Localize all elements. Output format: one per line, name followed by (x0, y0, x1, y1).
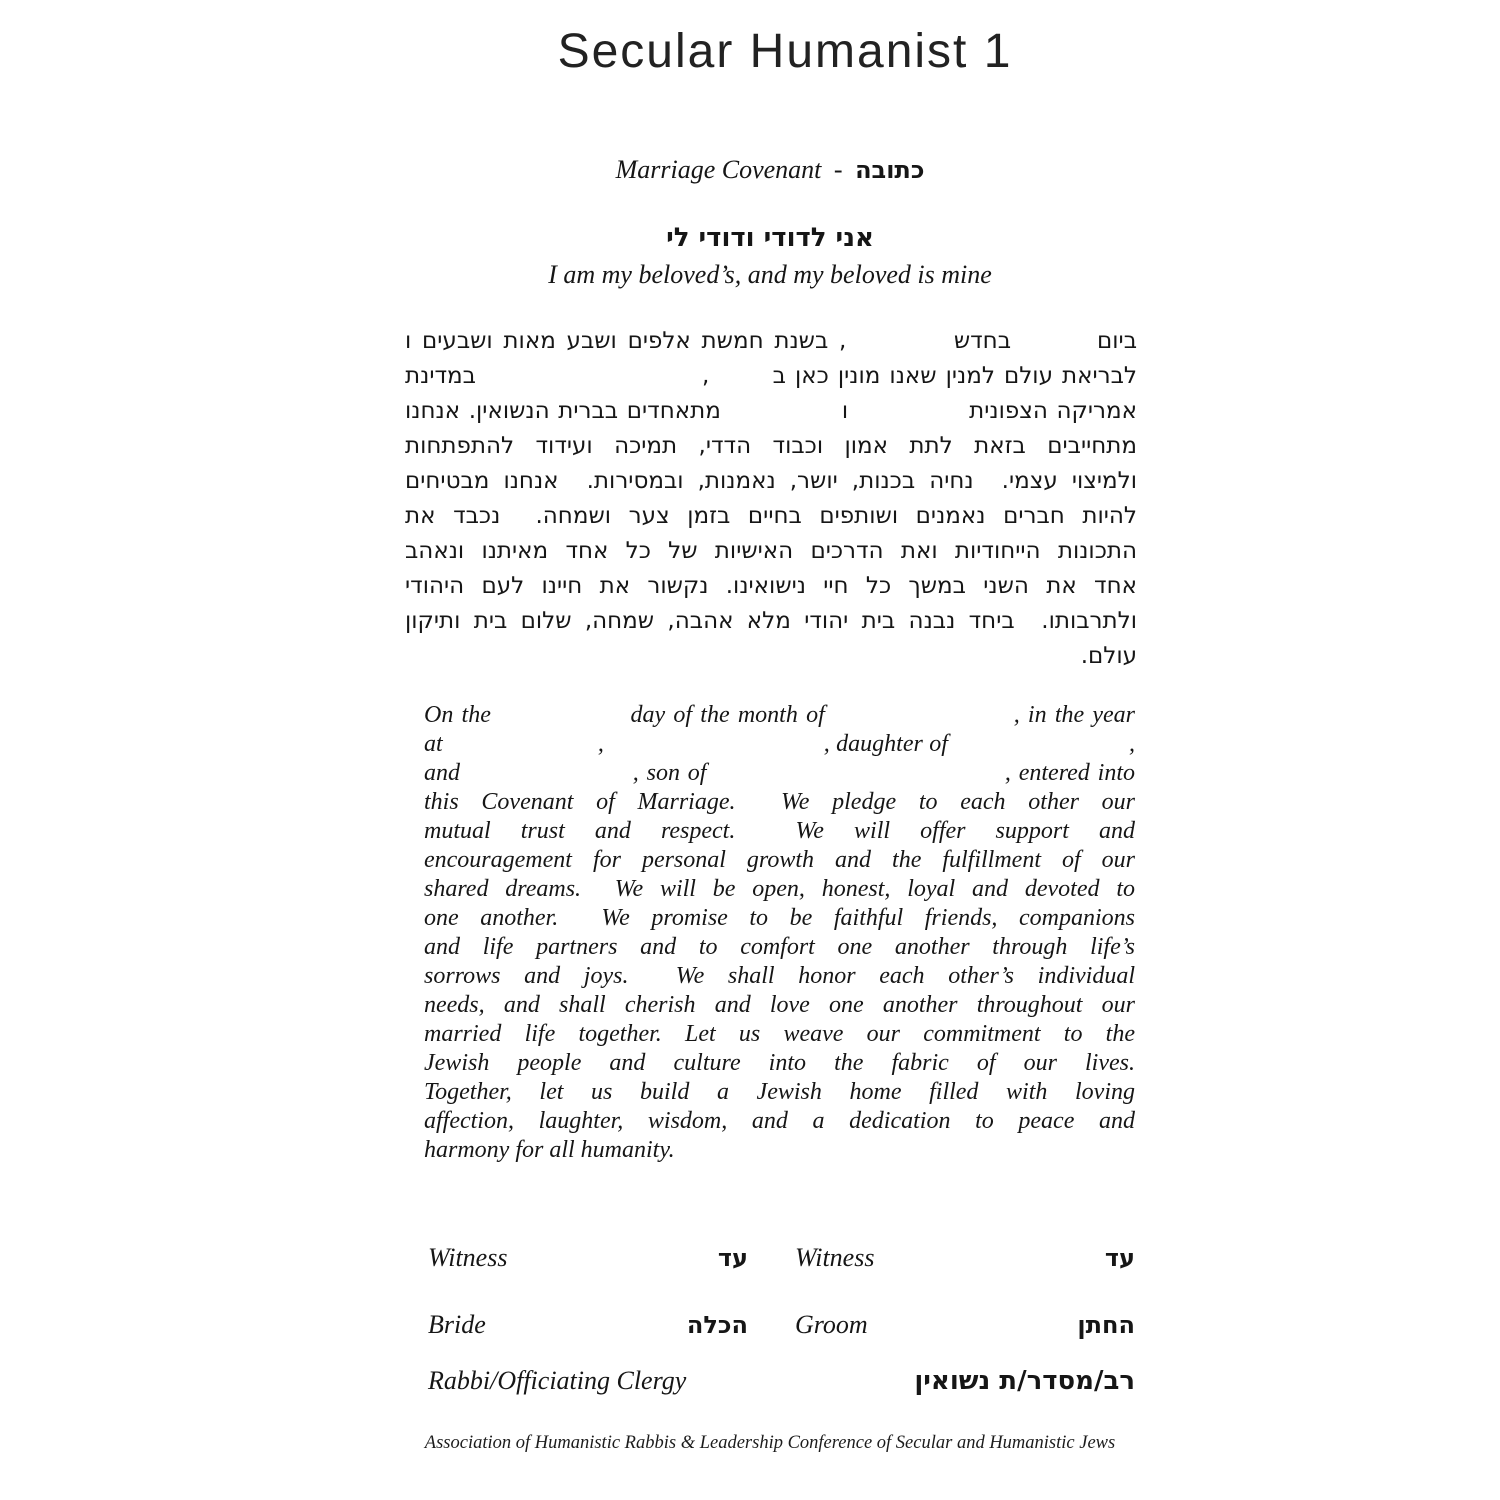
english-text-line: harmony for all humanity. (424, 1137, 675, 1163)
hebrew-text-line: אחד את השני במשך כל חיי נישואינו. נקשור את חיינו לעם היהודי (405, 573, 1137, 599)
bride-label: Bride (428, 1310, 486, 1339)
subtitle (405, 155, 1135, 185)
subtitle-hebrew: כתובה (855, 156, 925, 184)
hebrew-text-line: ביום בחדש , בשנת חמשת אלפים ושבע מאות ושבעים ו (405, 328, 1137, 354)
english-text-line: Together, let us build a Jewish home filled with loving (424, 1079, 1135, 1105)
witness-left-label: Witness (428, 1243, 508, 1272)
bride-hebrew: הכלה (686, 1311, 748, 1339)
hebrew-text-line: עולם. (1080, 643, 1137, 669)
english-text-line: married life together. Let us weave our commitment to the (424, 1021, 1135, 1047)
verse-translation: I am my beloved’s, and my beloved is mine (548, 260, 992, 289)
english-covenant-paragraph (424, 701, 1135, 1165)
groom-hebrew: החתן (1077, 1311, 1135, 1339)
english-text-line: and , son of , entered into (424, 760, 1135, 786)
hebrew-verse: אני לדודי ודודי לי (666, 223, 874, 253)
witness-left-hebrew: עד (717, 1244, 748, 1272)
english-text-line: sorrows and joys. We shall honor each other’s individual (424, 963, 1135, 989)
bride-cell (428, 1310, 748, 1340)
hebrew-text-line: ולמיצוי עצמי. נחיה בכנות, יושר, נאמנות, ובמסירות. אנחנו מבטיחים (405, 468, 1137, 494)
english-text-line: affection, laughter, wisdom, and a dedication to peace and (424, 1108, 1135, 1134)
witness-right-cell (795, 1243, 1135, 1273)
witness-right-label: Witness (795, 1243, 875, 1272)
hebrew-covenant-paragraph (405, 324, 1137, 674)
english-text-line: this Covenant of Marriage. We pledge to each other our (424, 789, 1135, 815)
english-text-line: needs, and shall cherish and love one another throughout our (424, 992, 1135, 1018)
clergy-signature-row (428, 1366, 1135, 1396)
groom-label: Groom (795, 1310, 868, 1339)
hebrew-text-line: מתחייבים בזאת לתת אמון וכבוד הדדי, תמיכה ועידוד להתפתחות (405, 433, 1137, 459)
english-text-line: On the day of the month of , in the year (424, 702, 1135, 728)
english-text-line: and life partners and to comfort one another through life’s (424, 934, 1135, 960)
english-text-line: shared dreams. We will be open, honest, loyal and devoted to (424, 876, 1135, 902)
hebrew-text-line: אמריקה הצפונית ו מתאחדים בברית הנשואין. אנחנו (405, 398, 1137, 424)
page-title: Secular Humanist 1 (557, 25, 1013, 78)
hebrew-text-line: לבריאת עולם למנין שאנו מונין כאן ב , במדינת (405, 363, 1137, 389)
couple-signature-row (428, 1310, 1135, 1340)
hebrew-text-line: להיות חברים נאמנים ושותפים בחיים בזמן צער ושמחה. נכבד את (405, 503, 1137, 529)
english-text-line: one another. We promise to be faithful friends, companions (424, 905, 1135, 931)
witness-left-cell (428, 1243, 748, 1273)
groom-cell (795, 1310, 1135, 1340)
english-text-line: mutual trust and respect. We will offer support and (424, 818, 1135, 844)
subtitle-english: Marriage Covenant (615, 155, 822, 184)
hebrew-text-line: ולתרבותו. ביחד נבנה בית יהודי מלא אהבה, שמחה, שלום בית ותיקון (405, 608, 1137, 634)
clergy-hebrew: רב/מסדר/ת נשואין (914, 1366, 1135, 1396)
english-text-line: encouragement for personal growth and the fulfillment of our (424, 847, 1135, 873)
clergy-label: Rabbi/Officiating Clergy (428, 1366, 687, 1395)
association-footer: Association of Humanistic Rabbis & Leadership Conference of Secular and Humanistic Jews (424, 1433, 1116, 1453)
english-text-line: at , , daughter of , (424, 731, 1135, 757)
witness-right-hebrew: עד (1104, 1244, 1135, 1272)
hebrew-text-line: התכונות הייחודיות ואת הדרכים האישיות של כל אחד מאיתנו ונאהב (405, 538, 1137, 564)
witness-signature-row (428, 1243, 1135, 1273)
subtitle-separator: - (833, 155, 843, 184)
english-text-line: Jewish people and culture into the fabric of our lives. (424, 1050, 1135, 1076)
